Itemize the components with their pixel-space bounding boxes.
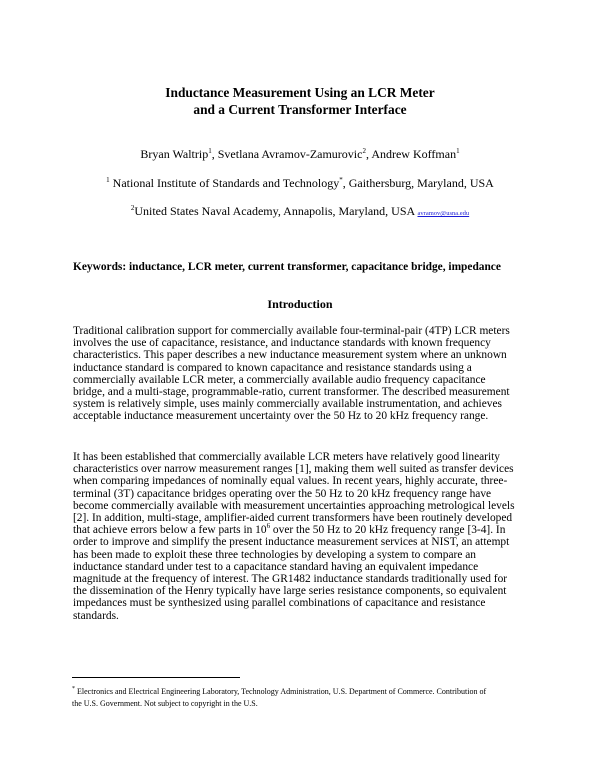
text-line: characteristics over narrow measurement ranges [1], making them well suited as transfer devices <box>73 463 514 476</box>
text-line: inductance standard under test to a capacitance standard having an equivalent impedance <box>73 560 479 573</box>
text-line: characteristics. This paper describes a new inductance measurement system where an unknown <box>73 349 507 362</box>
text-line: has been made to exploit these three technologies by developing a system to compare an <box>73 548 476 561</box>
text-line: [2]. In addition, multi-stage, amplifier-aided current transformers have been routinely developed <box>73 512 513 525</box>
text-line: Traditional calibration support for commercially available four-terminal-pair (4TP) LCR meters <box>73 325 510 337</box>
text-line: inductance standard is compared to known capacitance and resistance standards using a <box>73 361 472 374</box>
affiliation-text: United States Naval Academy, Annapolis, Maryland, USA <box>134 204 418 218</box>
affiliation-location: , Gaithersburg, Maryland, USA <box>342 176 494 190</box>
text-line: commercially available LCR meter, a commercially available audio frequency capacitance <box>73 373 486 386</box>
footnote-line <box>72 686 542 698</box>
text-line <box>73 524 533 536</box>
text-line: magnitude at the frequency of interest. The GR1482 inductance standards traditionally used for <box>73 573 508 586</box>
text-segment: that achieve errors below a few parts in 10 <box>73 524 267 537</box>
text-line: order to improve and simplify the present inductance measurement services at NIST, an attempt <box>73 536 510 549</box>
paper-title <box>0 84 600 118</box>
paragraph-1 <box>73 325 533 423</box>
affiliation-mark: 2 <box>130 204 135 212</box>
affiliation-text: National Institute of Standards and Technology <box>109 176 340 190</box>
text-line: when comparing impedances of nominally equal values. In recent years, highly accurate, three- <box>73 475 508 488</box>
text-line: terminal (3T) capacitance bridges operating over the 50 Hz to 20 kHz frequency range have <box>73 487 492 500</box>
author-affiliation-mark: 2 <box>362 147 366 155</box>
author-affiliation-mark: 1 <box>208 147 212 155</box>
affiliation-2 <box>0 204 600 221</box>
text-line: standards. <box>73 609 119 622</box>
affiliation-mark: 1 <box>106 176 110 184</box>
author-name: Bryan Waltrip <box>140 147 209 161</box>
footnote-mark: * <box>72 686 75 693</box>
footnote-divider <box>72 677 240 678</box>
text-line: It has been established that commercially available LCR meters have relatively good linearity <box>73 451 500 463</box>
text-line: bridge, and a multi-stage, programmable-ratio, current transformer. The described measurement <box>73 386 510 399</box>
title-line-1: Inductance Measurement Using an LCR Meter <box>165 85 435 100</box>
author-affiliation-mark: 1 <box>456 147 460 155</box>
author-name: Andrew Koffman <box>371 147 457 161</box>
section-heading: Introduction <box>267 297 333 311</box>
email-link[interactable]: avramov@usna.edu <box>417 210 470 217</box>
author-list <box>0 147 600 161</box>
text-line: involves the use of capacitance, resistance, and inductance standards with known frequency <box>73 337 491 350</box>
keywords: Keywords: inductance, LCR meter, current transformer, capacitance bridge, impedance <box>73 261 501 273</box>
text-line: system is relatively simple, uses mainly commercially available instrumentation, and achieves <box>73 398 502 411</box>
text-line: impedances must be synthesized using parallel combinations of capacitance and resistance <box>73 597 486 610</box>
text-line: become commercially available with measurement uncertainties approaching metrological levels <box>73 499 515 512</box>
author-separator: , <box>211 147 218 161</box>
footnote-text: Electronics and Electrical Engineering Laboratory, Technology Administration, U.S. Department of Commerce. Contribution of <box>77 687 487 696</box>
author-separator: , <box>365 147 372 161</box>
paragraph-2 <box>73 451 533 622</box>
footnote-line: the U.S. Government. Not subject to copyright in the U.S. <box>72 699 258 708</box>
footnote <box>72 686 542 710</box>
author-name: Svetlana Avramov-Zamurovic <box>217 147 363 161</box>
text-line: the dissemination of the Henry typically have large series resistance components, so equivalent <box>73 585 507 598</box>
text-segment: over the 50 Hz to 20 kHz frequency range [3-4]. In <box>270 524 506 537</box>
footnote-mark: * <box>339 176 343 184</box>
text-line: acceptable inductance measurement uncertainty over the 50 Hz to 20 kHz frequency range. <box>73 410 489 423</box>
affiliation-1 <box>0 176 600 190</box>
exponent: 6 <box>266 522 271 531</box>
title-line-2: and a Current Transformer Interface <box>193 102 407 117</box>
